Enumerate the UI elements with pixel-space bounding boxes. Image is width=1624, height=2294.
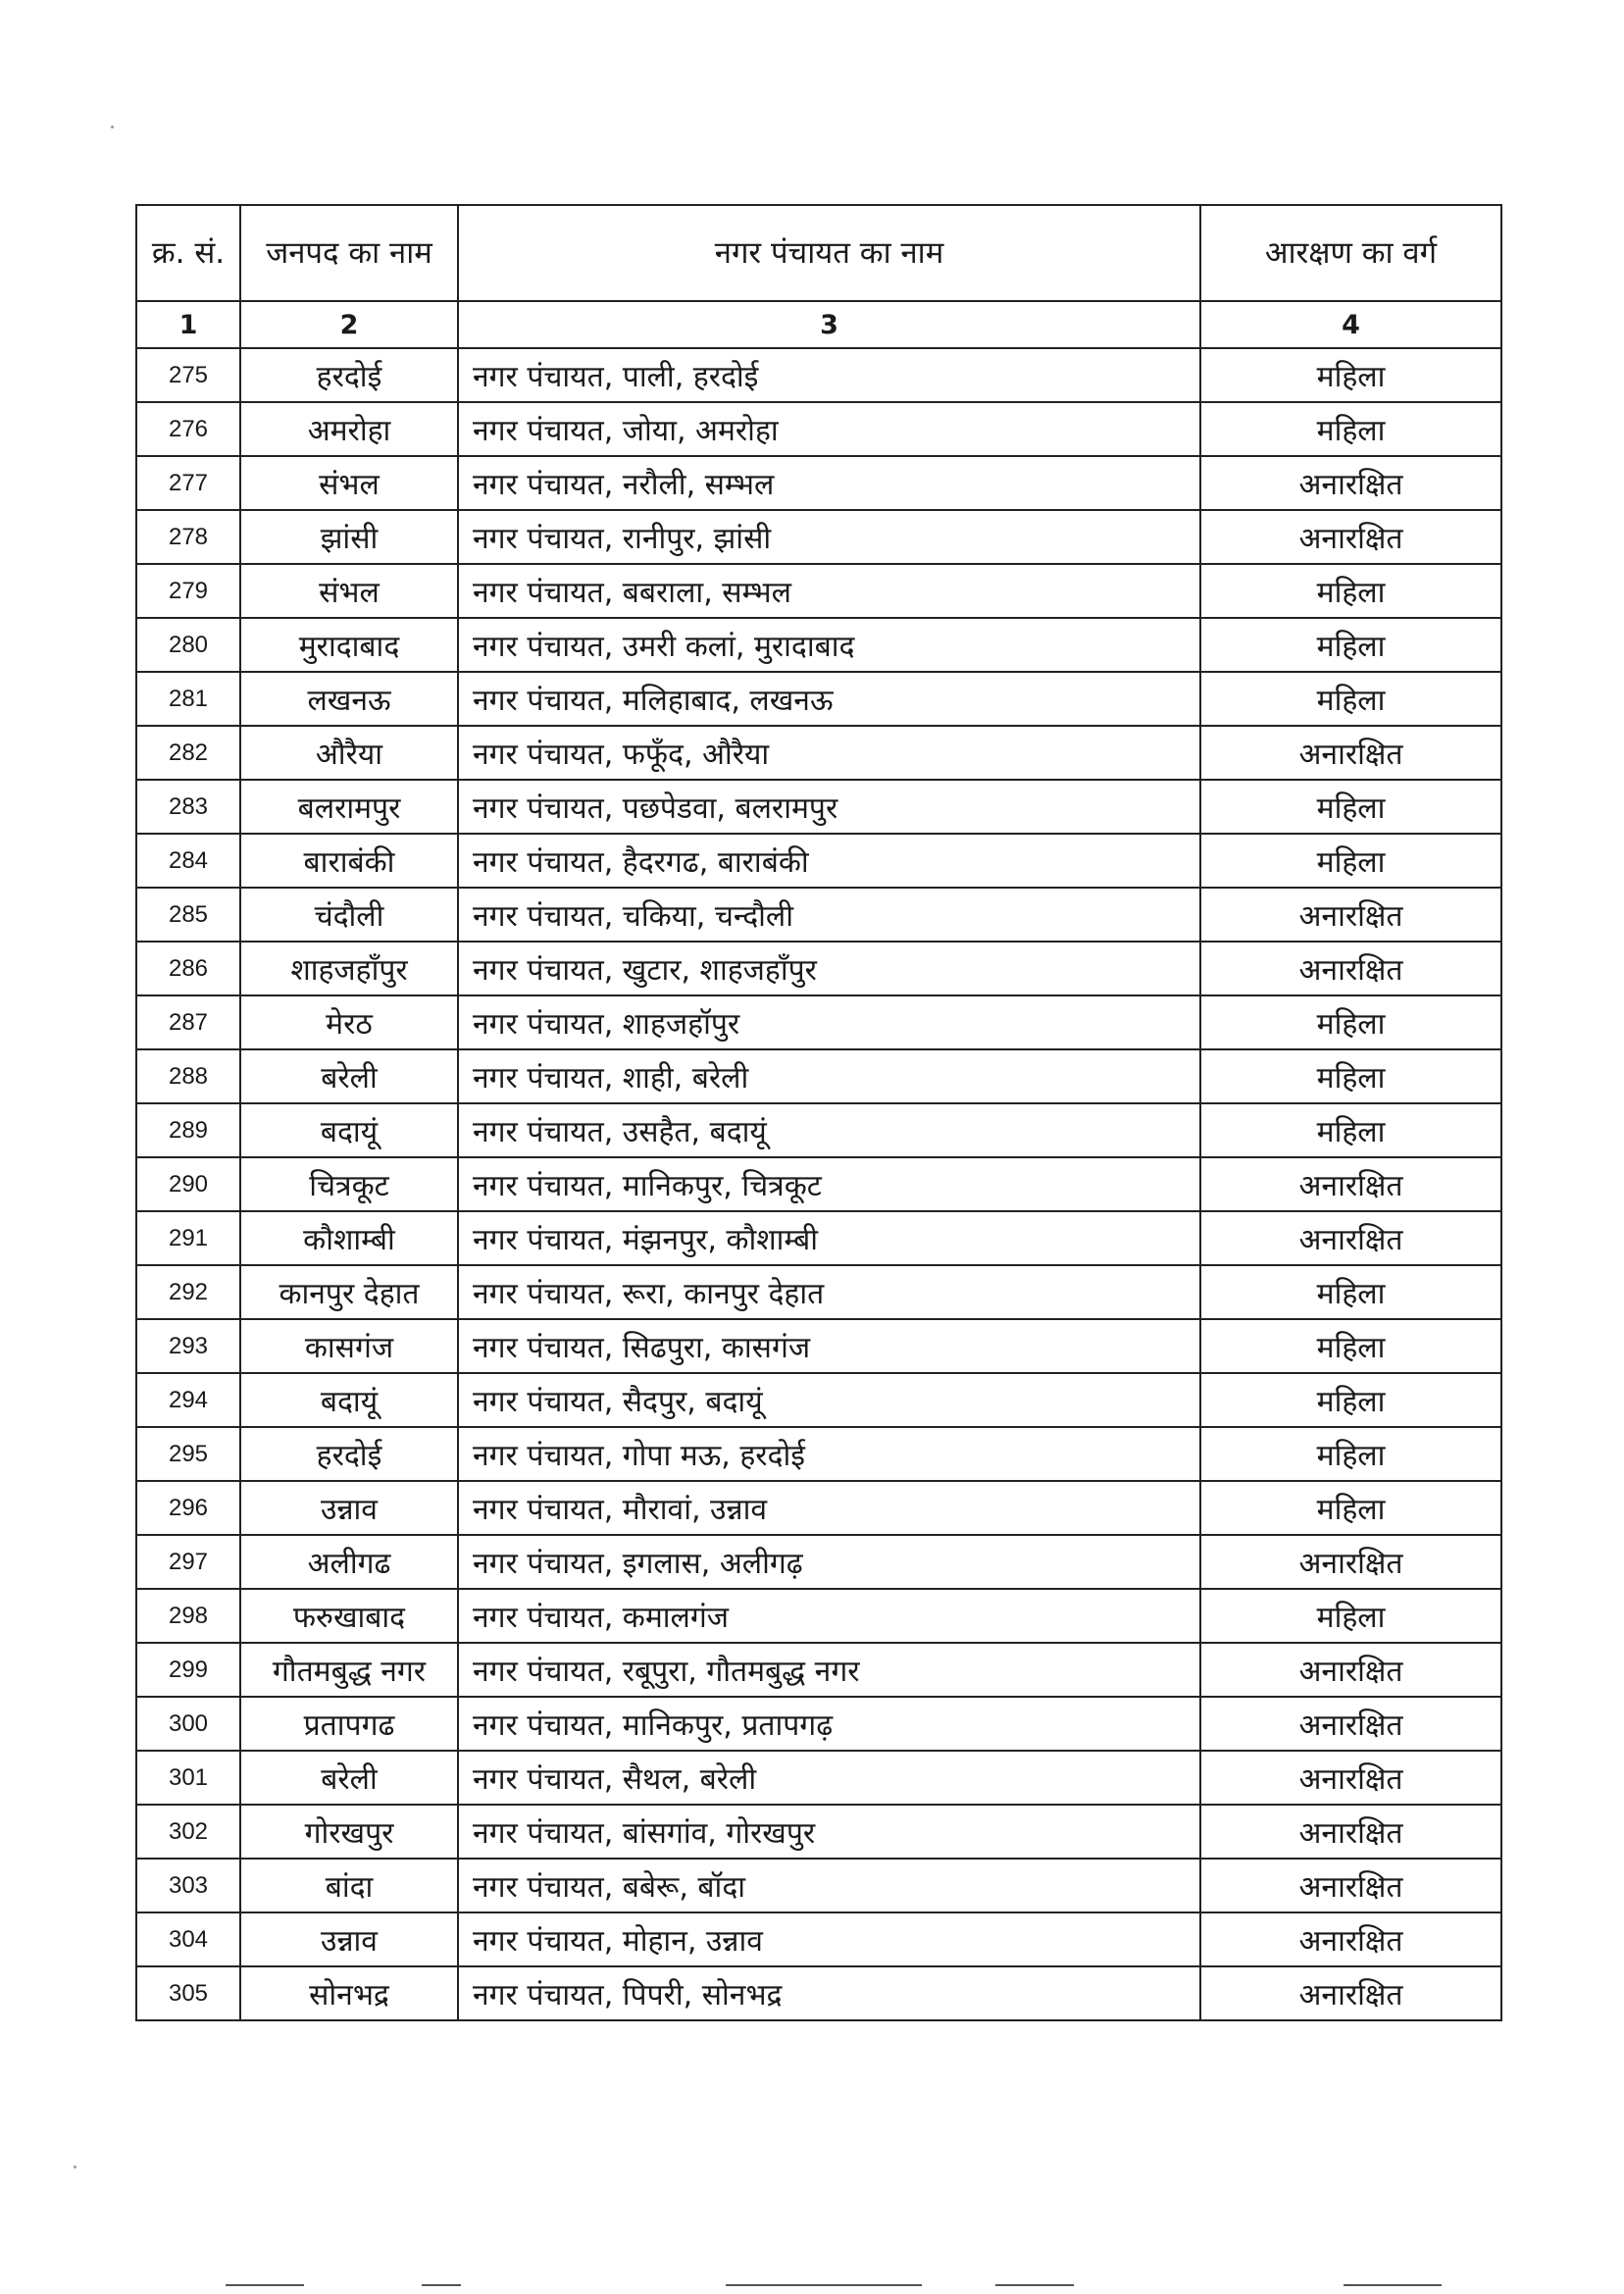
row-category: अनारक्षित bbox=[1200, 942, 1501, 995]
row-category: अनारक्षित bbox=[1200, 1751, 1501, 1805]
row-panchayat: नगर पंचायत, मानिकपुर, प्रतापगढ़ bbox=[458, 1697, 1200, 1751]
row-sno: 286 bbox=[136, 942, 240, 995]
row-sno: 275 bbox=[136, 348, 240, 402]
row-district: संभल bbox=[240, 456, 458, 510]
table-row bbox=[136, 1373, 1501, 1427]
row-category: महिला bbox=[1200, 402, 1501, 456]
scan-artifact-dot bbox=[74, 2166, 76, 2168]
row-category: अनारक्षित bbox=[1200, 1912, 1501, 1966]
row-panchayat: नगर पंचायत, सैथल, बरेली bbox=[458, 1751, 1200, 1805]
table-row bbox=[136, 1427, 1501, 1481]
row-category: महिला bbox=[1200, 1373, 1501, 1427]
row-sno: 282 bbox=[136, 726, 240, 780]
row-district: संभल bbox=[240, 564, 458, 618]
table-row bbox=[136, 1481, 1501, 1535]
table-row bbox=[136, 1103, 1501, 1157]
table-row bbox=[136, 348, 1501, 402]
row-district: चंदौली bbox=[240, 888, 458, 942]
document-page bbox=[135, 204, 1500, 2021]
table-row bbox=[136, 1049, 1501, 1103]
scan-artifact-line bbox=[422, 2284, 461, 2286]
row-panchayat: नगर पंचायत, कमालगंज bbox=[458, 1589, 1200, 1643]
row-sno: 288 bbox=[136, 1049, 240, 1103]
table-row bbox=[136, 1805, 1501, 1859]
row-panchayat: नगर पंचायत, शाही, बरेली bbox=[458, 1049, 1200, 1103]
row-panchayat: नगर पंचायत, नरौली, सम्भल bbox=[458, 456, 1200, 510]
row-district: कानपुर देहात bbox=[240, 1265, 458, 1319]
row-sno: 295 bbox=[136, 1427, 240, 1481]
row-district: उन्नाव bbox=[240, 1481, 458, 1535]
table-row bbox=[136, 888, 1501, 942]
table-row bbox=[136, 1912, 1501, 1966]
header-category: आरक्षण का वर्ग bbox=[1200, 205, 1501, 301]
row-panchayat: नगर पंचायत, जोया, अमरोहा bbox=[458, 402, 1200, 456]
row-sno: 291 bbox=[136, 1211, 240, 1265]
row-category: अनारक्षित bbox=[1200, 510, 1501, 564]
row-panchayat: नगर पंचायत, बबेरू, बॉदा bbox=[458, 1859, 1200, 1912]
row-category: अनारक्षित bbox=[1200, 1157, 1501, 1211]
row-category: महिला bbox=[1200, 1049, 1501, 1103]
row-category: अनारक्षित bbox=[1200, 726, 1501, 780]
row-sno: 285 bbox=[136, 888, 240, 942]
scan-artifact-line bbox=[226, 2284, 304, 2286]
row-panchayat: नगर पंचायत, पाली, हरदोई bbox=[458, 348, 1200, 402]
row-sno: 276 bbox=[136, 402, 240, 456]
row-sno: 292 bbox=[136, 1265, 240, 1319]
table-row bbox=[136, 1751, 1501, 1805]
table-row bbox=[136, 834, 1501, 888]
row-district: उन्नाव bbox=[240, 1912, 458, 1966]
row-category: महिला bbox=[1200, 348, 1501, 402]
row-panchayat: नगर पंचायत, सैदपुर, बदायूं bbox=[458, 1373, 1200, 1427]
row-district: लखनऊ bbox=[240, 672, 458, 726]
row-panchayat: नगर पंचायत, इगलास, अलीगढ़ bbox=[458, 1535, 1200, 1589]
table-row bbox=[136, 1589, 1501, 1643]
row-district: प्रतापगढ bbox=[240, 1697, 458, 1751]
row-district: बदायूं bbox=[240, 1103, 458, 1157]
row-panchayat: नगर पंचायत, पछपेडवा, बलरामपुर bbox=[458, 780, 1200, 834]
row-category: महिला bbox=[1200, 780, 1501, 834]
table-row bbox=[136, 942, 1501, 995]
row-panchayat: नगर पंचायत, फफूँद, औरैया bbox=[458, 726, 1200, 780]
table-row bbox=[136, 1211, 1501, 1265]
table-row bbox=[136, 1643, 1501, 1697]
row-panchayat: नगर पंचायत, मोहान, उन्नाव bbox=[458, 1912, 1200, 1966]
row-panchayat: नगर पंचायत, रबूपुरा, गौतमबुद्ध नगर bbox=[458, 1643, 1200, 1697]
scan-artifact-line bbox=[1344, 2284, 1442, 2286]
table-row bbox=[136, 1319, 1501, 1373]
table-header-row bbox=[136, 205, 1501, 301]
row-sno: 293 bbox=[136, 1319, 240, 1373]
row-district: कौशाम्बी bbox=[240, 1211, 458, 1265]
row-sno: 283 bbox=[136, 780, 240, 834]
column-number-1: 1 bbox=[136, 301, 240, 348]
row-panchayat: नगर पंचायत, मौरावां, उन्नाव bbox=[458, 1481, 1200, 1535]
row-category: महिला bbox=[1200, 995, 1501, 1049]
row-sno: 289 bbox=[136, 1103, 240, 1157]
row-panchayat: नगर पंचायत, चकिया, चन्दौली bbox=[458, 888, 1200, 942]
row-district: बांदा bbox=[240, 1859, 458, 1912]
row-district: अमरोहा bbox=[240, 402, 458, 456]
row-panchayat: नगर पंचायत, उसहैत, बदायूं bbox=[458, 1103, 1200, 1157]
row-sno: 299 bbox=[136, 1643, 240, 1697]
row-category: महिला bbox=[1200, 618, 1501, 672]
row-district: फरुखाबाद bbox=[240, 1589, 458, 1643]
row-category: अनारक्षित bbox=[1200, 888, 1501, 942]
row-district: गोरखपुर bbox=[240, 1805, 458, 1859]
scan-artifact-dot bbox=[111, 126, 114, 128]
table-body bbox=[136, 348, 1501, 2020]
row-category: अनारक्षित bbox=[1200, 1535, 1501, 1589]
row-district: चित्रकूट bbox=[240, 1157, 458, 1211]
reservation-table bbox=[135, 204, 1502, 2021]
row-sno: 281 bbox=[136, 672, 240, 726]
row-sno: 296 bbox=[136, 1481, 240, 1535]
table-row bbox=[136, 780, 1501, 834]
row-district: हरदोई bbox=[240, 348, 458, 402]
row-category: महिला bbox=[1200, 1481, 1501, 1535]
table-row bbox=[136, 618, 1501, 672]
table-row bbox=[136, 402, 1501, 456]
row-sno: 294 bbox=[136, 1373, 240, 1427]
row-category: अनारक्षित bbox=[1200, 1211, 1501, 1265]
row-category: महिला bbox=[1200, 1265, 1501, 1319]
row-district: बरेली bbox=[240, 1751, 458, 1805]
header-panchayat: नगर पंचायत का नाम bbox=[458, 205, 1200, 301]
row-category: अनारक्षित bbox=[1200, 1805, 1501, 1859]
column-number-row bbox=[136, 301, 1501, 348]
table-row bbox=[136, 1535, 1501, 1589]
row-sno: 303 bbox=[136, 1859, 240, 1912]
scan-artifact-line bbox=[995, 2284, 1074, 2286]
row-category: अनारक्षित bbox=[1200, 456, 1501, 510]
row-panchayat: नगर पंचायत, पिपरी, सोनभद्र bbox=[458, 1966, 1200, 2020]
row-category: महिला bbox=[1200, 1427, 1501, 1481]
row-sno: 280 bbox=[136, 618, 240, 672]
table-row bbox=[136, 672, 1501, 726]
row-category: महिला bbox=[1200, 1319, 1501, 1373]
row-category: महिला bbox=[1200, 1103, 1501, 1157]
row-panchayat: नगर पंचायत, मंझनपुर, कौशाम्बी bbox=[458, 1211, 1200, 1265]
row-category: महिला bbox=[1200, 834, 1501, 888]
row-sno: 305 bbox=[136, 1966, 240, 2020]
row-sno: 304 bbox=[136, 1912, 240, 1966]
row-sno: 298 bbox=[136, 1589, 240, 1643]
row-panchayat: नगर पंचायत, मानिकपुर, चित्रकूट bbox=[458, 1157, 1200, 1211]
row-panchayat: नगर पंचायत, शाहजहॉपुर bbox=[458, 995, 1200, 1049]
row-sno: 278 bbox=[136, 510, 240, 564]
row-sno: 279 bbox=[136, 564, 240, 618]
table-row bbox=[136, 1859, 1501, 1912]
row-district: झांसी bbox=[240, 510, 458, 564]
row-district: शाहजहाँपुर bbox=[240, 942, 458, 995]
row-district: कासगंज bbox=[240, 1319, 458, 1373]
row-sno: 301 bbox=[136, 1751, 240, 1805]
row-district: हरदोई bbox=[240, 1427, 458, 1481]
row-panchayat: नगर पंचायत, हैदरगढ, बाराबंकी bbox=[458, 834, 1200, 888]
table-row bbox=[136, 1157, 1501, 1211]
table-row bbox=[136, 510, 1501, 564]
row-district: बलरामपुर bbox=[240, 780, 458, 834]
row-district: सोनभद्र bbox=[240, 1966, 458, 2020]
row-panchayat: नगर पंचायत, बांसगांव, गोरखपुर bbox=[458, 1805, 1200, 1859]
row-category: महिला bbox=[1200, 672, 1501, 726]
row-district: औरैया bbox=[240, 726, 458, 780]
table-row bbox=[136, 1265, 1501, 1319]
table-row bbox=[136, 726, 1501, 780]
row-panchayat: नगर पंचायत, सिढपुरा, कासगंज bbox=[458, 1319, 1200, 1373]
header-sno: क्र. सं. bbox=[136, 205, 240, 301]
table-row bbox=[136, 1966, 1501, 2020]
table-row bbox=[136, 564, 1501, 618]
row-sno: 284 bbox=[136, 834, 240, 888]
table-row bbox=[136, 1697, 1501, 1751]
scan-artifact-line bbox=[726, 2284, 922, 2286]
row-panchayat: नगर पंचायत, मलिहाबाद, लखनऊ bbox=[458, 672, 1200, 726]
row-panchayat: नगर पंचायत, बबराला, सम्भल bbox=[458, 564, 1200, 618]
table-row bbox=[136, 995, 1501, 1049]
row-panchayat: नगर पंचायत, खुटार, शाहजहाँपुर bbox=[458, 942, 1200, 995]
row-category: अनारक्षित bbox=[1200, 1697, 1501, 1751]
row-sno: 302 bbox=[136, 1805, 240, 1859]
column-number-2: 2 bbox=[240, 301, 458, 348]
header-district: जनपद का नाम bbox=[240, 205, 458, 301]
row-district: बरेली bbox=[240, 1049, 458, 1103]
row-district: मेरठ bbox=[240, 995, 458, 1049]
row-sno: 287 bbox=[136, 995, 240, 1049]
column-number-4: 4 bbox=[1200, 301, 1501, 348]
row-category: महिला bbox=[1200, 564, 1501, 618]
row-district: गौतमबुद्ध नगर bbox=[240, 1643, 458, 1697]
row-district: बदायूं bbox=[240, 1373, 458, 1427]
row-panchayat: नगर पंचायत, उमरी कलां, मुरादाबाद bbox=[458, 618, 1200, 672]
row-category: अनारक्षित bbox=[1200, 1966, 1501, 2020]
row-panchayat: नगर पंचायत, गोपा मऊ, हरदोई bbox=[458, 1427, 1200, 1481]
row-sno: 290 bbox=[136, 1157, 240, 1211]
row-panchayat: नगर पंचायत, रानीपुर, झांसी bbox=[458, 510, 1200, 564]
row-sno: 277 bbox=[136, 456, 240, 510]
row-district: मुरादाबाद bbox=[240, 618, 458, 672]
row-panchayat: नगर पंचायत, रूरा, कानपुर देहात bbox=[458, 1265, 1200, 1319]
row-category: अनारक्षित bbox=[1200, 1859, 1501, 1912]
row-district: अलीगढ bbox=[240, 1535, 458, 1589]
column-number-3: 3 bbox=[458, 301, 1200, 348]
row-sno: 297 bbox=[136, 1535, 240, 1589]
row-category: महिला bbox=[1200, 1589, 1501, 1643]
row-category: अनारक्षित bbox=[1200, 1643, 1501, 1697]
row-district: बाराबंकी bbox=[240, 834, 458, 888]
row-sno: 300 bbox=[136, 1697, 240, 1751]
table-row bbox=[136, 456, 1501, 510]
